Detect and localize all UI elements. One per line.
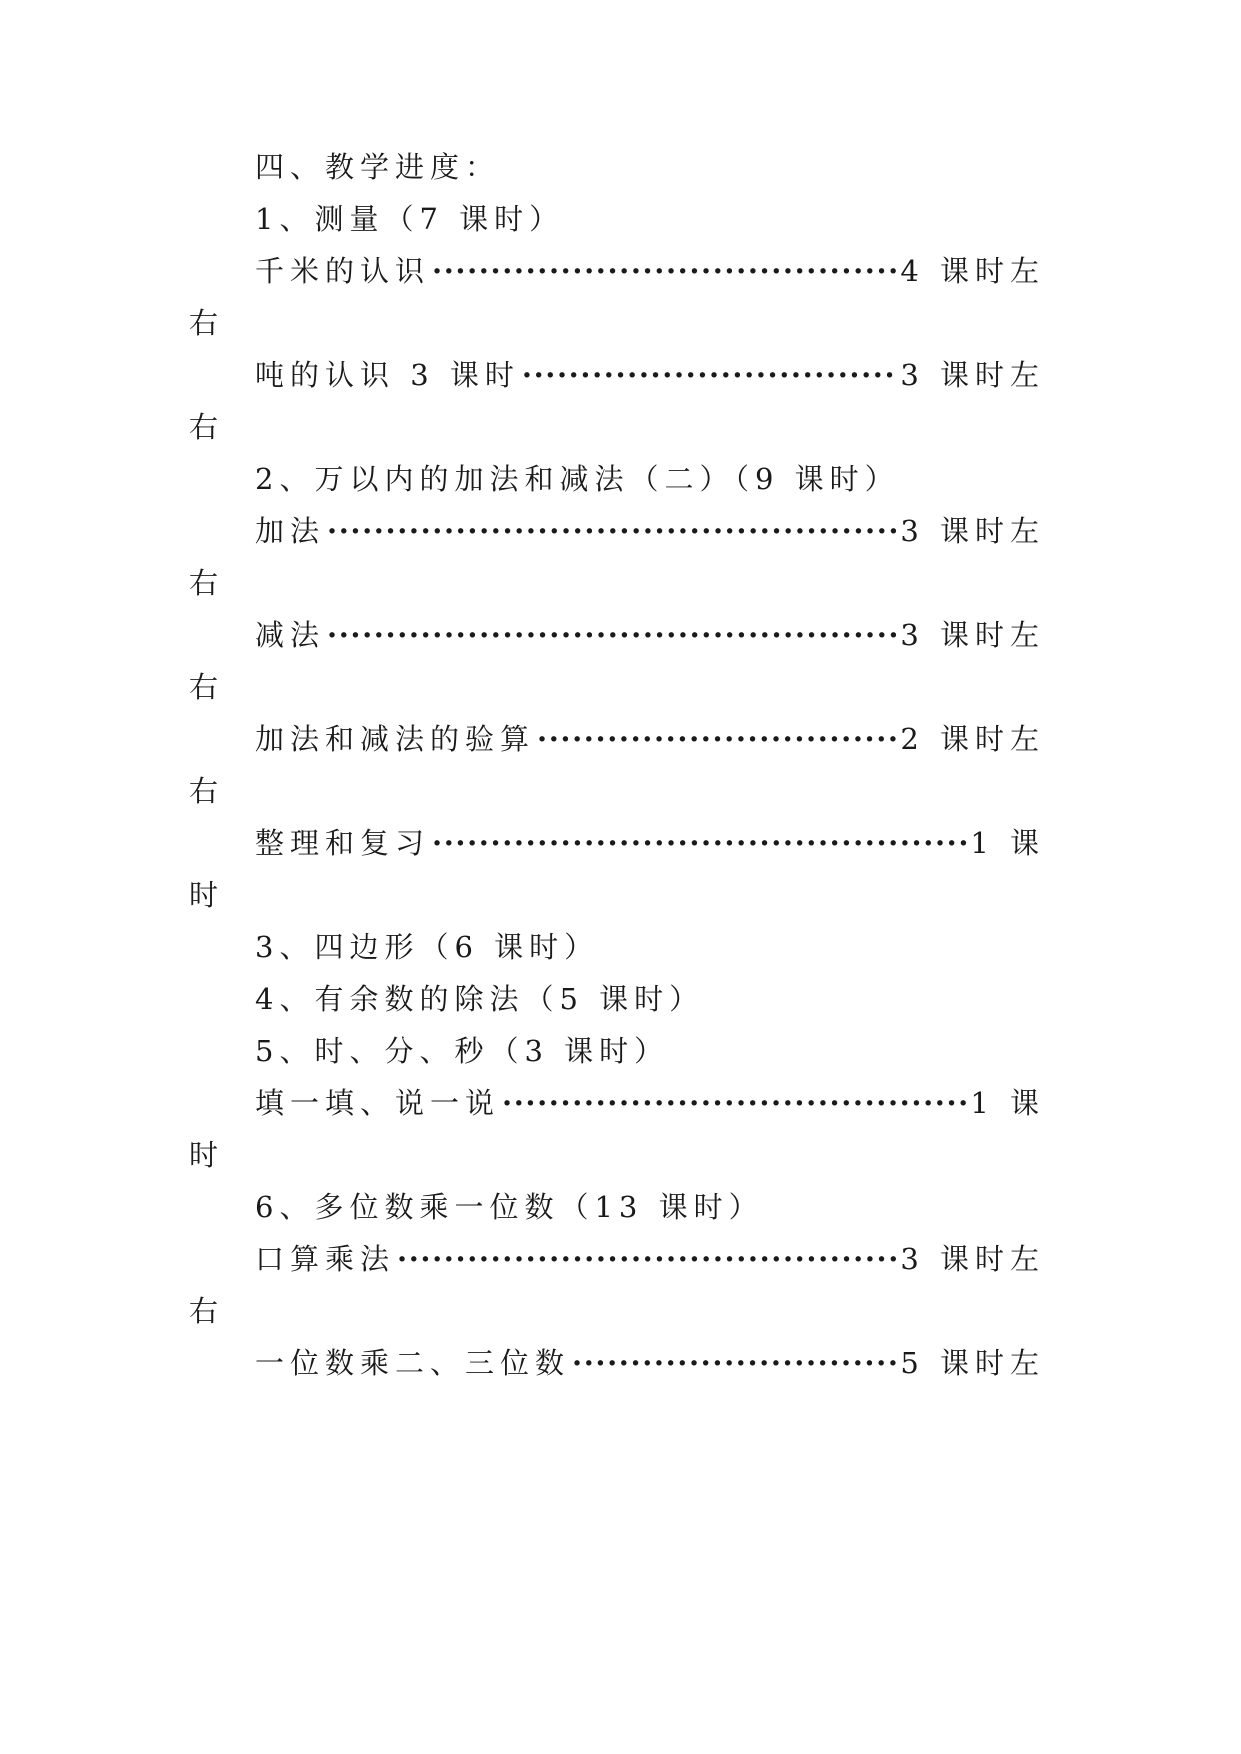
- unit-title: 4、有余数的除法（5 课时）: [255, 982, 705, 1016]
- toc-entry-label: 填一填、说一说: [255, 1086, 501, 1120]
- toc-entry-wrap: 时: [189, 1138, 225, 1172]
- toc-entry: [255, 511, 1045, 551]
- toc-entry-label: 一位数乘二、三位数: [255, 1346, 571, 1380]
- toc-entry-label: 吨的认识 3 课时: [255, 358, 520, 392]
- toc-entry-wrap: 右: [189, 1294, 225, 1328]
- toc-entry-label: 口算乘法: [255, 1242, 396, 1276]
- toc-entry-wrap: 右: [189, 410, 225, 444]
- dot-leader: [327, 511, 898, 551]
- unit-title: 3、四边形（6 课时）: [255, 930, 600, 964]
- toc-entry-hours: 3 课时左: [900, 618, 1045, 652]
- dot-leader: [432, 251, 898, 291]
- toc-entry-hours: 3 课时左: [900, 514, 1045, 548]
- toc-entry: [255, 1343, 1045, 1383]
- toc-entry-wrap: 右: [189, 670, 225, 704]
- toc-entry-label: 加法: [255, 514, 326, 548]
- toc-entry-label: 千米的认识: [255, 254, 431, 288]
- toc-entry-hours: 4 课时左: [900, 254, 1045, 288]
- dot-leader: [572, 1343, 898, 1383]
- toc-entry: [255, 719, 1045, 759]
- toc-entry-label: 加法和减法的验算: [255, 722, 536, 756]
- section-heading: 四、教学进度：: [255, 150, 501, 184]
- toc-entry-hours: 3 课时左: [900, 1242, 1045, 1276]
- dot-leader: [432, 823, 968, 863]
- toc-entry-label: 减法: [255, 618, 326, 652]
- dot-leader: [537, 719, 898, 759]
- toc-entry-hours: 1 课: [970, 826, 1045, 860]
- unit-title: 1、测量（7 课时）: [255, 202, 565, 236]
- toc-entry: [255, 1239, 1045, 1279]
- toc-entry-wrap: 右: [189, 774, 225, 808]
- dot-leader: [522, 355, 898, 395]
- unit-title: 5、时、分、秒（3 课时）: [255, 1034, 670, 1068]
- unit-title: 2、万以内的加法和减法（二）（9 课时）: [255, 462, 900, 496]
- toc-entry: [255, 251, 1045, 291]
- toc-entry-wrap: 右: [189, 566, 225, 600]
- unit-title: 6、多位数乘一位数（13 课时）: [255, 1190, 764, 1224]
- dot-leader: [397, 1239, 898, 1279]
- dot-leader: [327, 615, 898, 655]
- toc-entry-wrap: 右: [189, 306, 225, 340]
- toc-entry: [255, 355, 1045, 395]
- toc-entry-wrap: 时: [189, 878, 225, 912]
- toc-entry-label: 整理和复习: [255, 826, 431, 860]
- dot-leader: [502, 1083, 968, 1123]
- toc-entry: [255, 1083, 1045, 1123]
- toc-entry: [255, 823, 1045, 863]
- toc-entry-hours: 1 课: [970, 1086, 1045, 1120]
- toc-entry-hours: 5 课时左: [900, 1346, 1045, 1380]
- toc-entry: [255, 615, 1045, 655]
- toc-entry-hours: 2 课时左: [900, 722, 1045, 756]
- toc-entry-hours: 3 课时左: [900, 358, 1045, 392]
